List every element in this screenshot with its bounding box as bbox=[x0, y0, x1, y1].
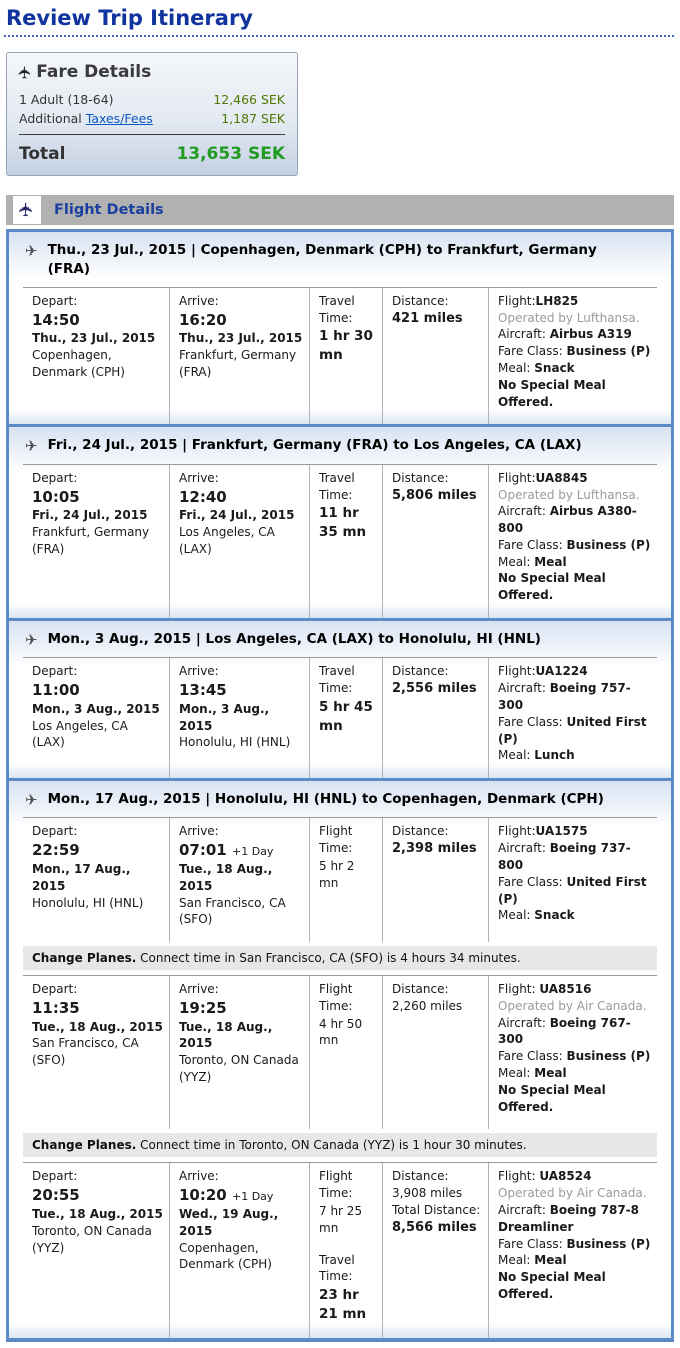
segment-title: Mon., 17 Aug., 2015 | Honolulu, HI (HNL) to Copenhagen, Denmark (CPH) bbox=[47, 791, 604, 808]
fare-total-amount: 13,653 SEK bbox=[176, 143, 285, 164]
distance-value: 2,556 miles bbox=[392, 681, 477, 697]
meal-label: Meal: bbox=[498, 1253, 535, 1268]
flight-time-value: 7 hr 25 mn bbox=[319, 1204, 363, 1235]
leg-row bbox=[23, 817, 657, 942]
arrive-time-line bbox=[179, 999, 304, 1018]
time-cell bbox=[309, 658, 382, 778]
leg-row bbox=[23, 1162, 657, 1338]
distance-label: Distance: bbox=[392, 824, 449, 839]
depart-city: Copenhagen, Denmark (CPH) bbox=[32, 348, 125, 380]
flight-time-value: 1 hr 30 mn bbox=[319, 328, 373, 364]
depart-date: Mon., 3 Aug., 2015 bbox=[32, 701, 160, 716]
travel-time-value: 23 hr 21 mn bbox=[319, 1287, 367, 1323]
depart-date: Mon., 17 Aug., 2015 bbox=[32, 861, 131, 893]
operated-by: Operated by Air Canada. bbox=[498, 998, 647, 1013]
segment-header bbox=[9, 781, 671, 817]
arrive-date: Mon., 3 Aug., 2015 bbox=[179, 701, 270, 733]
distance-cell bbox=[382, 976, 488, 1129]
flight-details-box bbox=[6, 229, 674, 1342]
flight-number: UA1575 bbox=[535, 824, 588, 839]
arrive-time: 07:01 bbox=[179, 841, 227, 860]
depart-time: 11:00 bbox=[32, 681, 80, 700]
fare-taxes-label bbox=[19, 109, 153, 128]
meal: Meal bbox=[534, 1066, 567, 1081]
arrive-city: Copenhagen, Denmark (CPH) bbox=[179, 1240, 272, 1272]
arrive-cell bbox=[169, 976, 309, 1129]
fare-total-row bbox=[19, 144, 285, 164]
change-planes-text: Connect time in San Francisco, CA (SFO) is 4 hours 34 minutes. bbox=[136, 951, 521, 966]
leg-row bbox=[23, 287, 657, 425]
meal-line bbox=[498, 1065, 652, 1082]
flight-details-bar bbox=[6, 195, 674, 225]
segment bbox=[9, 232, 671, 425]
segment bbox=[9, 778, 671, 1338]
total-distance-value: 8,566 miles bbox=[392, 1219, 477, 1235]
distance-value: 2,260 miles bbox=[392, 998, 463, 1013]
fare-class-line bbox=[498, 1236, 652, 1253]
depart-date: Fri., 24 Jul., 2015 bbox=[32, 508, 148, 523]
segment-title: Fri., 24 Jul., 2015 | Frankfurt, Germany (FRA) to Los Angeles, CA (LAX) bbox=[47, 437, 582, 454]
depart-time: 10:05 bbox=[32, 487, 80, 506]
flight-label: Flight: bbox=[498, 293, 536, 308]
flight-line bbox=[498, 293, 652, 310]
segments bbox=[9, 232, 671, 1338]
time-cell bbox=[309, 818, 382, 942]
meal-label: Meal: bbox=[498, 1066, 535, 1081]
change-planes-bold: Change Planes. bbox=[32, 1138, 137, 1153]
aircraft-label: Aircraft: bbox=[498, 504, 550, 519]
fare-class-label: Fare Class: bbox=[498, 714, 567, 729]
fare-adult-label: 1 Adult (18-64) bbox=[19, 92, 114, 107]
distance-value: 5,806 miles bbox=[392, 487, 477, 503]
arrive-time-line bbox=[179, 488, 304, 507]
aircraft: Boeing 757-300 bbox=[498, 681, 631, 712]
depart-cell bbox=[23, 465, 169, 618]
aircraft-line bbox=[498, 1202, 652, 1236]
fare-class: Business (P) bbox=[566, 537, 651, 552]
fare-class-label: Fare Class: bbox=[498, 874, 567, 889]
flight-label: Flight: bbox=[498, 1169, 540, 1184]
meal-line bbox=[498, 747, 652, 764]
arrive-label: Arrive: bbox=[179, 824, 219, 839]
distance-value: 3,908 miles bbox=[392, 1186, 463, 1201]
meal: Meal bbox=[534, 554, 567, 569]
airplane-icon: ✈ bbox=[25, 631, 38, 650]
segment-header bbox=[9, 427, 671, 463]
arrive-plus-day: +1 Day bbox=[231, 1190, 274, 1204]
aircraft: Airbus A380-800 bbox=[498, 504, 637, 536]
depart-cell bbox=[23, 818, 169, 942]
fare-class-line bbox=[498, 1048, 652, 1065]
meal-line bbox=[498, 554, 652, 571]
change-planes-note bbox=[23, 1133, 657, 1157]
depart-label: Depart: bbox=[32, 470, 78, 485]
fare-class: United First (P) bbox=[498, 714, 647, 746]
distance-value: 421 miles bbox=[392, 310, 463, 326]
arrive-time: 10:20 bbox=[179, 1186, 227, 1205]
aircraft: Boeing 787-8 Dreamliner bbox=[498, 1203, 640, 1234]
fare-class-label: Fare Class: bbox=[498, 1049, 567, 1064]
arrive-label: Arrive: bbox=[179, 664, 219, 679]
fare-class-line bbox=[498, 714, 652, 748]
meal: Meal bbox=[534, 1253, 567, 1268]
depart-cell bbox=[23, 1163, 169, 1338]
fare-details-title: Fare Details bbox=[36, 62, 152, 82]
flight-line bbox=[498, 470, 652, 487]
airplane-icon: ✈ bbox=[25, 437, 38, 456]
flight-cell bbox=[488, 465, 657, 618]
depart-city: Los Angeles, CA (LAX) bbox=[32, 718, 128, 750]
depart-date: Thu., 23 Jul., 2015 bbox=[32, 331, 156, 346]
depart-time: 22:59 bbox=[32, 841, 80, 860]
fare-row-adult bbox=[19, 90, 285, 109]
flight-time-label: Travel Time: bbox=[319, 293, 355, 325]
fare-details-header bbox=[15, 62, 285, 82]
arrive-label: Arrive: bbox=[179, 982, 219, 997]
arrive-cell bbox=[169, 288, 309, 425]
fare-divider bbox=[19, 134, 285, 135]
segment-title: Thu., 23 Jul., 2015 | Copenhagen, Denmark (CPH) to Frankfurt, Germany (FRA) bbox=[47, 241, 597, 278]
time-cell bbox=[309, 976, 382, 1129]
no-special-meal: No Special Meal Offered. bbox=[498, 1082, 606, 1114]
arrive-date: Thu., 23 Jul., 2015 bbox=[179, 331, 303, 346]
segment-header bbox=[9, 621, 671, 657]
arrive-time: 13:45 bbox=[179, 681, 227, 700]
arrive-city: San Francisco, CA (SFO) bbox=[179, 895, 286, 927]
leg-row bbox=[23, 657, 657, 778]
total-distance-label: Total Distance: bbox=[392, 1203, 481, 1218]
time-cell bbox=[309, 1163, 382, 1338]
fare-class: Business (P) bbox=[566, 1049, 651, 1064]
aircraft-line bbox=[498, 326, 652, 343]
flight-number: UA8845 bbox=[535, 470, 588, 485]
arrive-time-line bbox=[179, 311, 304, 330]
depart-time: 20:55 bbox=[32, 1186, 80, 1205]
depart-date: Tue., 18 Aug., 2015 bbox=[32, 1019, 163, 1034]
flight-time-value: 5 hr 45 mn bbox=[319, 698, 373, 734]
aircraft-line bbox=[498, 1015, 652, 1049]
flight-details-title: Flight Details bbox=[54, 201, 164, 218]
aircraft-label: Aircraft: bbox=[498, 1015, 550, 1030]
depart-city: Honolulu, HI (HNL) bbox=[32, 895, 144, 910]
operated-by: Operated by Lufthansa. bbox=[498, 487, 640, 502]
flight-time-label: Travel Time: bbox=[319, 664, 355, 696]
airplane-icon: ✈ bbox=[25, 791, 38, 810]
distance-label: Distance: bbox=[392, 470, 449, 485]
segment bbox=[9, 424, 671, 618]
meal-label: Meal: bbox=[498, 908, 535, 923]
depart-city: San Francisco, CA (SFO) bbox=[32, 1036, 139, 1068]
fare-class-line bbox=[498, 537, 652, 554]
meal-label: Meal: bbox=[498, 361, 535, 376]
meal-line bbox=[498, 907, 652, 924]
airplane-icon: ✈ bbox=[15, 201, 38, 218]
arrive-cell bbox=[169, 465, 309, 618]
distance-cell bbox=[382, 465, 488, 618]
distance-cell bbox=[382, 658, 488, 778]
segment bbox=[9, 618, 671, 778]
flight-label: Flight: bbox=[498, 470, 536, 485]
depart-city: Toronto, ON Canada (YYZ) bbox=[32, 1223, 152, 1255]
fare-class: Business (P) bbox=[566, 344, 651, 359]
distance-label: Distance: bbox=[392, 664, 449, 679]
aircraft-line bbox=[498, 503, 652, 537]
arrive-date: Wed., 19 Aug., 2015 bbox=[179, 1207, 279, 1238]
fare-class-label: Fare Class: bbox=[498, 1236, 567, 1251]
meal-label: Meal: bbox=[498, 554, 535, 569]
depart-label: Depart: bbox=[32, 293, 78, 308]
flight-number: UA8524 bbox=[539, 1169, 592, 1184]
spacer bbox=[319, 1237, 377, 1252]
airplane-icon: ✈ bbox=[15, 64, 36, 80]
time-cell bbox=[309, 288, 382, 425]
arrive-time-line bbox=[179, 1186, 304, 1205]
meal-line bbox=[498, 360, 652, 377]
change-planes-text: Connect time in Toronto, ON Canada (YYZ) is 1 hour 30 minutes. bbox=[136, 1138, 527, 1153]
aircraft-label: Aircraft: bbox=[498, 1203, 550, 1218]
arrive-city: Toronto, ON Canada (YYZ) bbox=[179, 1053, 299, 1085]
meal: Snack bbox=[534, 908, 575, 923]
fare-class-line bbox=[498, 343, 652, 360]
arrive-time-line bbox=[179, 681, 304, 700]
leg-row bbox=[23, 975, 657, 1129]
arrive-time: 16:20 bbox=[179, 310, 227, 329]
flight-number: LH825 bbox=[535, 293, 579, 308]
no-special-meal: No Special Meal Offered. bbox=[498, 377, 606, 409]
depart-city: Frankfurt, Germany (FRA) bbox=[32, 525, 150, 556]
distance-label: Distance: bbox=[392, 982, 449, 997]
aircraft-label: Aircraft: bbox=[498, 681, 550, 696]
arrive-label: Arrive: bbox=[179, 1169, 219, 1184]
arrive-city: Los Angeles, CA (LAX) bbox=[179, 525, 275, 556]
flight-time-value: 5 hr 2 mn bbox=[319, 858, 355, 890]
aircraft: Boeing 737-800 bbox=[498, 841, 631, 872]
distance-label: Distance: bbox=[392, 1169, 449, 1184]
depart-label: Depart: bbox=[32, 982, 78, 997]
fare-row-taxes bbox=[19, 109, 285, 128]
flight-cell bbox=[488, 818, 657, 942]
flight-label: Flight: bbox=[498, 664, 536, 679]
fare-details-box bbox=[6, 52, 298, 176]
depart-time: 14:50 bbox=[32, 310, 80, 329]
airplane-icon: ✈ bbox=[25, 241, 38, 260]
arrive-date: Tue., 18 Aug., 2015 bbox=[179, 1019, 273, 1051]
meal-label: Meal: bbox=[498, 748, 535, 763]
fare-class: United First (P) bbox=[498, 874, 647, 906]
flight-label: Flight: bbox=[498, 982, 540, 997]
page-title: Review Trip Itinerary bbox=[4, 6, 674, 37]
distance-cell bbox=[382, 818, 488, 942]
flight-cell bbox=[488, 976, 657, 1129]
flight-line bbox=[498, 663, 652, 680]
operated-by: Operated by Lufthansa. bbox=[498, 310, 640, 325]
depart-label: Depart: bbox=[32, 664, 78, 679]
meal-line bbox=[498, 1252, 652, 1269]
depart-label: Depart: bbox=[32, 1169, 78, 1184]
arrive-time: 19:25 bbox=[179, 998, 227, 1017]
no-special-meal: No Special Meal Offered. bbox=[498, 1270, 606, 1302]
aircraft-label: Aircraft: bbox=[498, 327, 550, 342]
depart-date: Tue., 18 Aug., 2015 bbox=[32, 1207, 163, 1222]
arrive-date: Tue., 18 Aug., 2015 bbox=[179, 861, 273, 893]
meal: Lunch bbox=[534, 748, 575, 763]
fare-class-label: Fare Class: bbox=[498, 537, 567, 552]
arrive-label: Arrive: bbox=[179, 470, 219, 485]
arrive-date: Fri., 24 Jul., 2015 bbox=[179, 508, 295, 523]
fare-taxes-amount: 1,187 SEK bbox=[221, 111, 285, 127]
flight-number: UA8516 bbox=[539, 982, 592, 997]
aircraft-label: Aircraft: bbox=[498, 841, 550, 856]
leg-row bbox=[23, 464, 657, 618]
meal: Snack bbox=[534, 361, 575, 376]
flight-line bbox=[498, 981, 652, 998]
arrive-cell bbox=[169, 818, 309, 942]
flight-label: Flight: bbox=[498, 824, 536, 839]
arrive-time-line bbox=[179, 841, 304, 860]
distance-cell bbox=[382, 288, 488, 425]
arrive-cell bbox=[169, 1163, 309, 1338]
arrive-plus-day: +1 Day bbox=[231, 845, 274, 859]
depart-cell bbox=[23, 976, 169, 1129]
distance-label: Distance: bbox=[392, 293, 449, 308]
fare-additional-text: Additional bbox=[19, 111, 82, 127]
distance-cell bbox=[382, 1163, 488, 1338]
fare-class-label: Fare Class: bbox=[498, 344, 567, 359]
fare-total-label: Total bbox=[19, 143, 66, 164]
aircraft: Boeing 767-300 bbox=[498, 1015, 631, 1047]
segment-title: Mon., 3 Aug., 2015 | Los Angeles, CA (LAX) to Honolulu, HI (HNL) bbox=[47, 631, 541, 648]
depart-cell bbox=[23, 288, 169, 425]
flight-time-label: Flight Time: bbox=[319, 824, 353, 856]
flight-time-value: 11 hr 35 mn bbox=[319, 505, 367, 541]
depart-cell bbox=[23, 658, 169, 778]
arrive-cell bbox=[169, 658, 309, 778]
fare-class: Business (P) bbox=[566, 1236, 651, 1251]
flight-details-icon-box bbox=[13, 196, 41, 224]
no-special-meal: No Special Meal Offered. bbox=[498, 571, 606, 603]
flight-cell bbox=[488, 658, 657, 778]
flight-line bbox=[498, 1168, 652, 1185]
depart-label: Depart: bbox=[32, 824, 78, 839]
flight-time-label: Flight Time: bbox=[319, 1169, 353, 1201]
time-cell bbox=[309, 465, 382, 618]
flight-number: UA1224 bbox=[535, 664, 588, 679]
aircraft: Airbus A319 bbox=[549, 327, 632, 342]
flight-time-label: Travel Time: bbox=[319, 470, 355, 502]
flight-time-value: 4 hr 50 mn bbox=[319, 1016, 363, 1048]
arrive-label: Arrive: bbox=[179, 293, 219, 308]
flight-cell bbox=[488, 1163, 657, 1338]
flight-time-label: Flight Time: bbox=[319, 982, 353, 1013]
fare-adult-amount: 12,466 SEK bbox=[213, 92, 285, 107]
taxes-fees-link[interactable]: Taxes/Fees bbox=[85, 111, 153, 127]
change-planes-note bbox=[23, 946, 657, 970]
operated-by: Operated by Air Canada. bbox=[498, 1186, 647, 1201]
change-planes-bold: Change Planes. bbox=[32, 951, 137, 966]
segment-header bbox=[9, 232, 671, 287]
arrive-time: 12:40 bbox=[179, 487, 227, 506]
flight-line bbox=[498, 823, 652, 840]
aircraft-line bbox=[498, 680, 652, 714]
flight-cell bbox=[488, 288, 657, 425]
distance-value: 2,398 miles bbox=[392, 841, 477, 857]
fare-class-line bbox=[498, 874, 652, 908]
depart-time: 11:35 bbox=[32, 998, 80, 1017]
travel-time-label: Travel Time: bbox=[319, 1252, 355, 1284]
arrive-city: Honolulu, HI (HNL) bbox=[179, 735, 291, 750]
arrive-city: Frankfurt, Germany (FRA) bbox=[179, 348, 297, 380]
aircraft-line bbox=[498, 840, 652, 874]
